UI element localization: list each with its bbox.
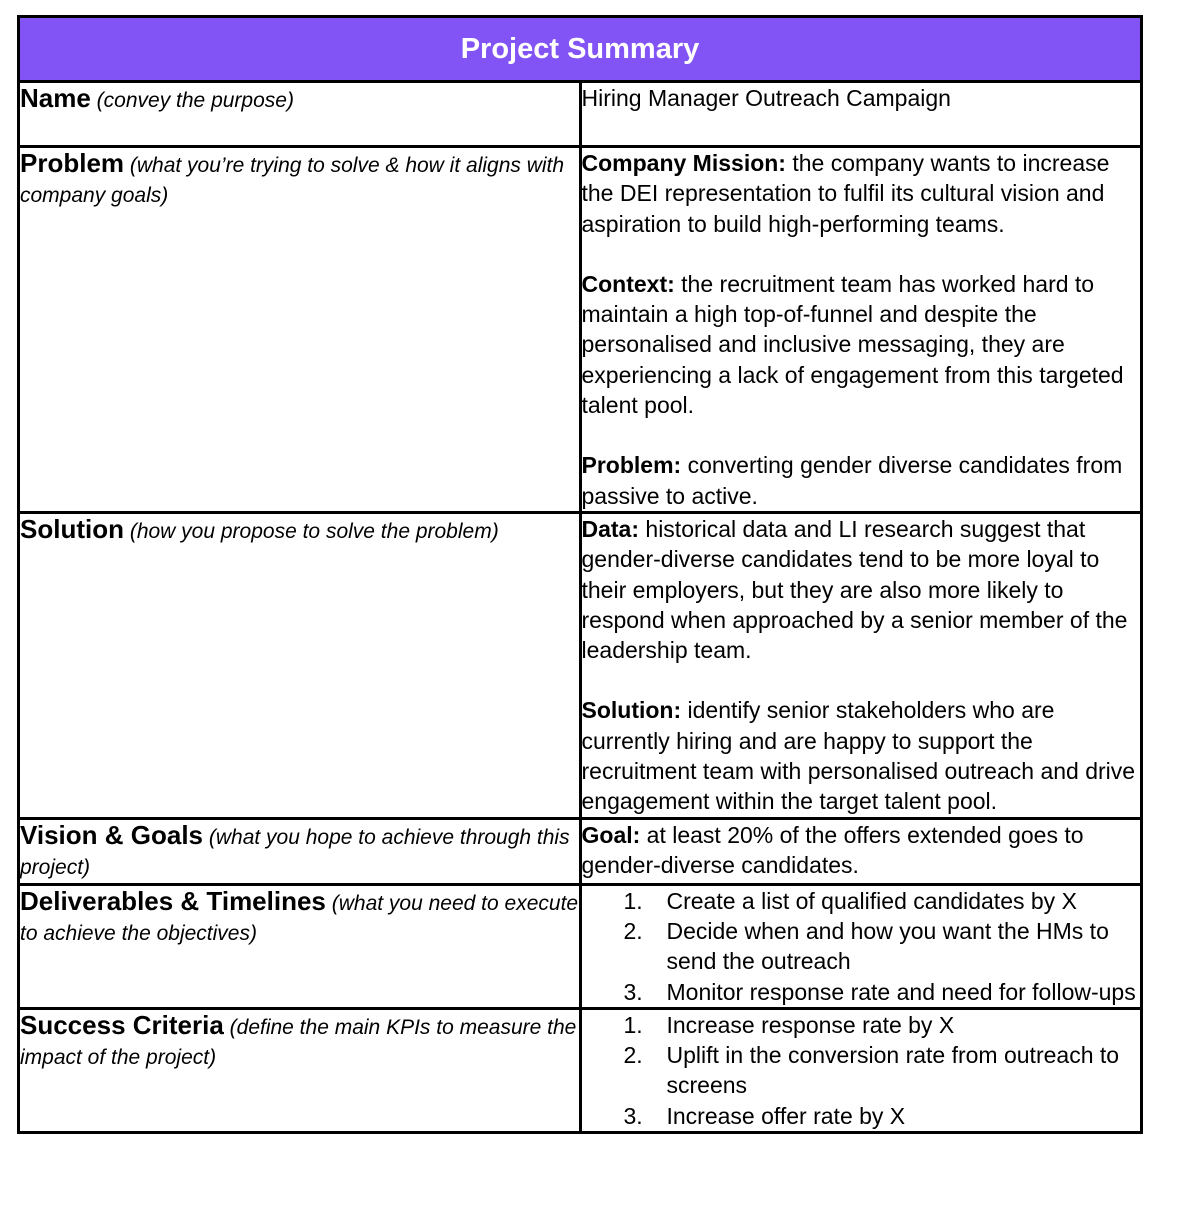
row-value-problem — [580, 147, 1142, 513]
table-title: Project Summary — [19, 17, 1142, 82]
list-item — [582, 886, 1141, 916]
label-name: Name — [20, 83, 91, 113]
hint-name: (convey the purpose) — [96, 89, 294, 112]
list-text: Increase response rate by X — [666, 1011, 955, 1038]
list-number: 2. — [623, 917, 643, 944]
hint-deliverables: (what you need to execute to achieve the objectives) — [20, 891, 579, 945]
row-vision — [19, 818, 1142, 884]
lead-data: Data: — [581, 515, 640, 542]
row-label-deliverables — [19, 884, 581, 1008]
text-data: historical data and LI research suggest that gender-diverse candidates tend to be more loyal to their employers, but they are also more likely to respond when approached by a senior member of the leadership team. — [581, 515, 1128, 664]
row-label-solution — [19, 512, 581, 818]
list-number: 1. — [623, 887, 643, 914]
list-item — [582, 1040, 1141, 1101]
paragraph-problem — [582, 450, 1141, 511]
lead-solution: Solution: — [581, 697, 682, 724]
row-value-solution — [580, 512, 1142, 818]
row-success — [19, 1008, 1142, 1132]
row-label-success — [19, 1008, 581, 1132]
hint-problem: (what you’re trying to solve & how it aligns with company goals) — [20, 154, 565, 207]
row-label-name — [19, 82, 581, 147]
list-text: Create a list of qualified candidates by X — [666, 887, 1077, 914]
deliverables-list — [582, 886, 1141, 1007]
row-label-problem — [19, 147, 581, 513]
title-row — [19, 17, 1142, 82]
lead-problem: Problem: — [581, 452, 682, 479]
list-number: 2. — [623, 1042, 643, 1069]
hint-success: (define the main KPIs to measure the impact of the project) — [20, 1015, 577, 1069]
row-solution — [19, 512, 1142, 818]
lead-goal: Goal: — [581, 821, 641, 848]
hint-solution: (how you propose to solve the problem) — [129, 519, 499, 543]
text-problem: converting gender diverse candidates from passive to active. — [581, 452, 1123, 509]
list-text: Increase offer rate by X — [666, 1102, 906, 1129]
row-value-name — [580, 82, 1142, 147]
list-number: 3. — [623, 1102, 643, 1129]
row-deliverables — [19, 884, 1142, 1008]
lead-context: Context: — [581, 270, 675, 297]
label-success: Success Criteria — [20, 1009, 224, 1040]
label-solution: Solution — [20, 513, 124, 544]
label-deliverables: Deliverables & Timelines — [20, 885, 326, 916]
row-value-success — [580, 1008, 1142, 1132]
row-name — [19, 82, 1142, 147]
list-text: Decide when and how you want the HMs to send the outreach — [666, 917, 1109, 975]
row-problem — [19, 147, 1142, 513]
list-number: 3. — [623, 978, 643, 1005]
paragraph-solution — [582, 695, 1141, 816]
paragraph-company-mission — [582, 148, 1141, 239]
row-value-vision — [580, 818, 1142, 884]
list-text: Uplift in the conversion rate from outreach to screens — [666, 1042, 1120, 1099]
project-summary-table — [17, 15, 1143, 1134]
row-label-vision — [19, 818, 581, 884]
paragraph-data — [582, 514, 1141, 665]
label-problem: Problem — [20, 148, 125, 178]
list-item — [582, 977, 1141, 1007]
success-criteria-list — [582, 1010, 1141, 1131]
row-value-deliverables — [580, 884, 1142, 1008]
list-text: Monitor response rate and need for follow-ups — [666, 978, 1136, 1005]
text-context: the recruitment team has worked hard to maintain a high top-of-funnel and despite the personalised and inclusive messaging, they are experiencing a lack of engagement from this targeted talent pool. — [581, 270, 1124, 419]
list-item — [582, 1101, 1141, 1131]
paragraph-goal — [582, 820, 1141, 881]
list-item — [582, 1010, 1141, 1040]
text-goal: at least 20% of the offers extended goes to gender-diverse candidates. — [581, 821, 1084, 878]
list-item — [582, 916, 1141, 977]
list-number: 1. — [623, 1011, 643, 1038]
lead-company-mission: Company Mission: — [581, 150, 786, 176]
project-name-value: Hiring Manager Outreach Campaign — [581, 85, 951, 111]
label-vision: Vision & Goals — [20, 819, 204, 850]
text-company-mission: the company wants to increase the DEI representation to fulfil its cultural vision and aspiration to build high-performing teams. — [581, 150, 1110, 237]
hint-vision: (what you hope to achieve through this project) — [20, 825, 570, 879]
paragraph-context — [582, 269, 1141, 420]
text-solution: identify senior stakeholders who are currently hiring and are happy to support the recruitment team with personalised outreach and drive engagement within the target talent pool. — [581, 697, 1136, 815]
